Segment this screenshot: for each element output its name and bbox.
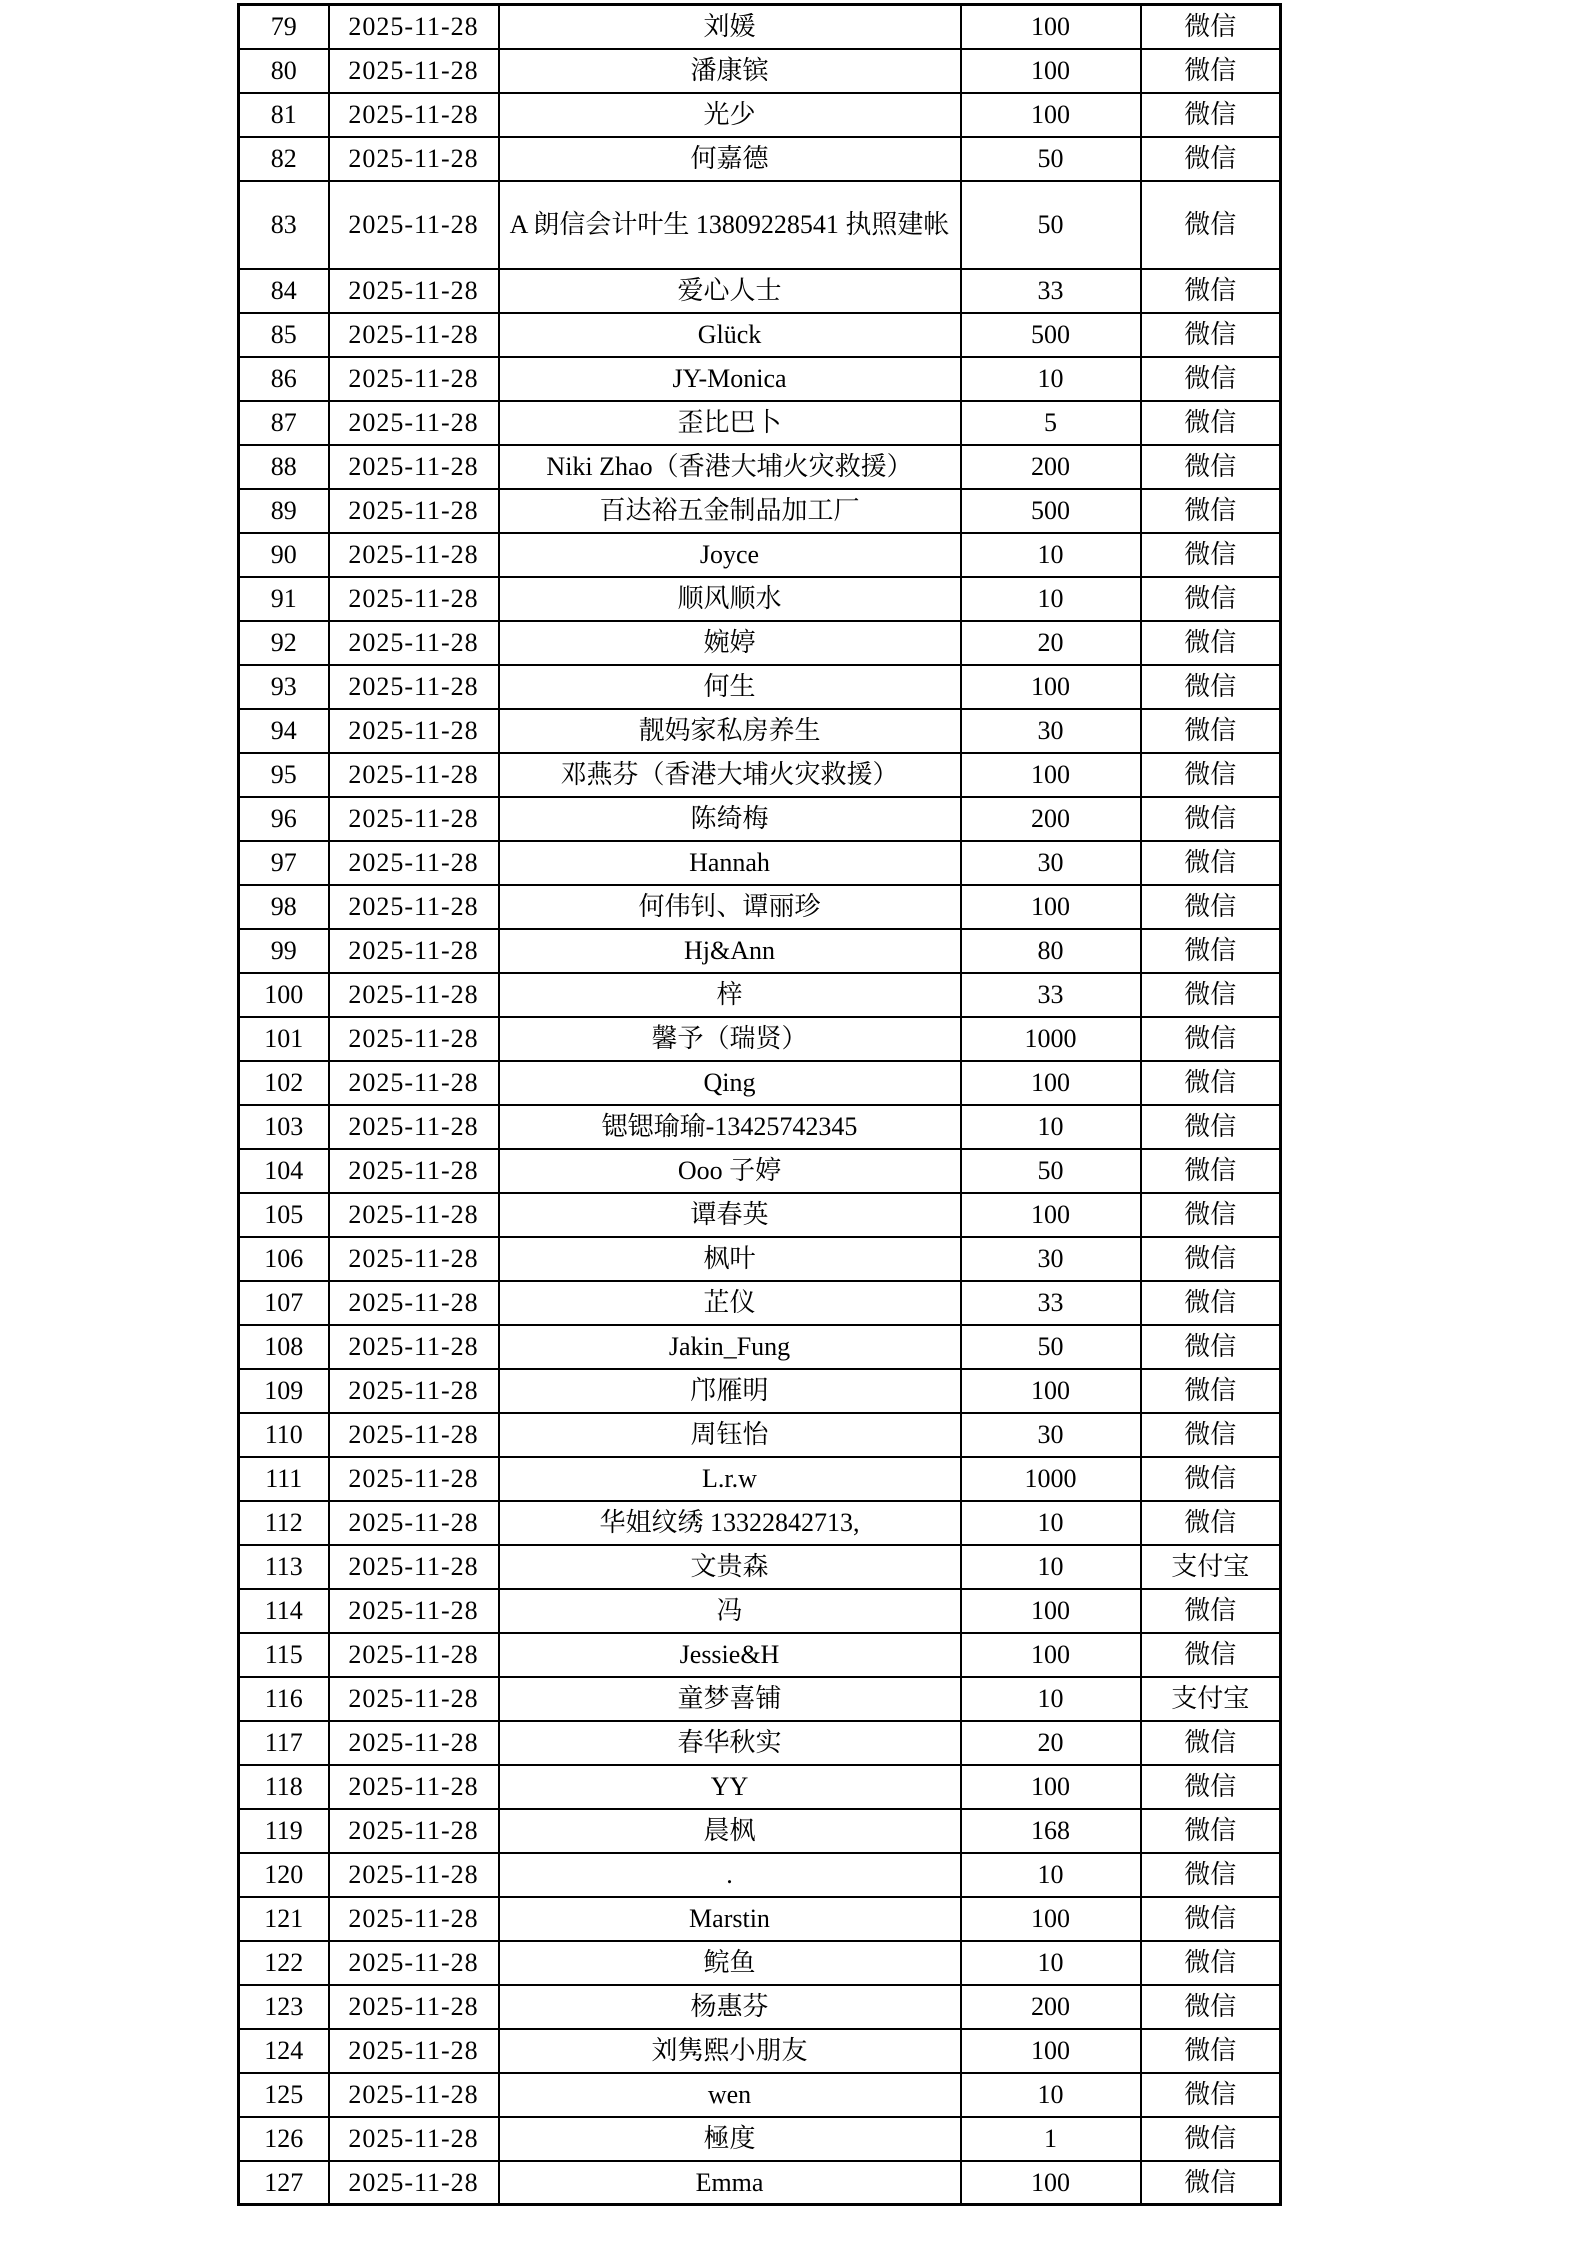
- cell-date: 2025-11-28: [329, 973, 499, 1017]
- cell-date: 2025-11-28: [329, 49, 499, 93]
- cell-donor-name: 枫叶: [499, 1237, 961, 1281]
- cell-payment-method: 微信: [1141, 137, 1281, 181]
- cell-date: 2025-11-28: [329, 577, 499, 621]
- cell-payment-method: 微信: [1141, 797, 1281, 841]
- cell-donor-name: 百达裕五金制品加工厂: [499, 489, 961, 533]
- cell-amount: 1: [961, 2117, 1141, 2161]
- cell-payment-method: 微信: [1141, 577, 1281, 621]
- cell-payment-method: 微信: [1141, 2073, 1281, 2117]
- cell-amount: 500: [961, 313, 1141, 357]
- cell-payment-method: 微信: [1141, 1809, 1281, 1853]
- cell-payment-method: 微信: [1141, 1589, 1281, 1633]
- cell-date: 2025-11-28: [329, 1721, 499, 1765]
- cell-date: 2025-11-28: [329, 2029, 499, 2073]
- cell-amount: 100: [961, 2161, 1141, 2205]
- cell-donor-name: 馨予（瑞贤）: [499, 1017, 961, 1061]
- table-row: [239, 489, 1281, 533]
- cell-amount: 100: [961, 1589, 1141, 1633]
- table-row: [239, 1941, 1281, 1985]
- cell-index: 123: [239, 1985, 329, 2029]
- cell-payment-method: 微信: [1141, 665, 1281, 709]
- cell-amount: 50: [961, 137, 1141, 181]
- cell-payment-method: 微信: [1141, 1413, 1281, 1457]
- cell-date: 2025-11-28: [329, 885, 499, 929]
- cell-index: 105: [239, 1193, 329, 1237]
- cell-amount: 100: [961, 885, 1141, 929]
- cell-date: 2025-11-28: [329, 1897, 499, 1941]
- cell-index: 119: [239, 1809, 329, 1853]
- cell-amount: 100: [961, 5, 1141, 49]
- cell-index: 84: [239, 269, 329, 313]
- cell-index: 102: [239, 1061, 329, 1105]
- cell-donor-name: 刘媛: [499, 5, 961, 49]
- table-row: [239, 181, 1281, 269]
- cell-index: 114: [239, 1589, 329, 1633]
- cell-amount: 33: [961, 973, 1141, 1017]
- cell-date: 2025-11-28: [329, 1061, 499, 1105]
- cell-amount: 1000: [961, 1457, 1141, 1501]
- table-row: [239, 621, 1281, 665]
- cell-donor-name: 童梦喜铺: [499, 1677, 961, 1721]
- cell-payment-method: 支付宝: [1141, 1545, 1281, 1589]
- cell-payment-method: 微信: [1141, 1061, 1281, 1105]
- cell-payment-method: 微信: [1141, 489, 1281, 533]
- table-row: [239, 49, 1281, 93]
- cell-date: 2025-11-28: [329, 269, 499, 313]
- cell-date: 2025-11-28: [329, 1369, 499, 1413]
- cell-amount: 20: [961, 1721, 1141, 1765]
- cell-payment-method: 微信: [1141, 1105, 1281, 1149]
- cell-index: 97: [239, 841, 329, 885]
- cell-amount: 33: [961, 269, 1141, 313]
- cell-index: 120: [239, 1853, 329, 1897]
- cell-donor-name: 晨枫: [499, 1809, 961, 1853]
- cell-payment-method: 微信: [1141, 401, 1281, 445]
- donation-table-body: [239, 5, 1281, 2205]
- cell-donor-name: Qing: [499, 1061, 961, 1105]
- cell-donor-name: 顺风顺水: [499, 577, 961, 621]
- donation-table-container: [237, 3, 1279, 2206]
- cell-donor-name: 何生: [499, 665, 961, 709]
- cell-index: 121: [239, 1897, 329, 1941]
- cell-index: 79: [239, 5, 329, 49]
- cell-donor-name: 邓燕芬（香港大埔火灾救援）: [499, 753, 961, 797]
- cell-amount: 10: [961, 1105, 1141, 1149]
- cell-payment-method: 微信: [1141, 2029, 1281, 2073]
- table-row: [239, 401, 1281, 445]
- cell-donor-name: Hannah: [499, 841, 961, 885]
- cell-donor-name: 华姐纹绣 13322842713,: [499, 1501, 961, 1545]
- cell-donor-name: 歪比巴卜: [499, 401, 961, 445]
- cell-donor-name: Joyce: [499, 533, 961, 577]
- cell-payment-method: 微信: [1141, 93, 1281, 137]
- cell-donor-name: 芷仪: [499, 1281, 961, 1325]
- cell-amount: 100: [961, 1897, 1141, 1941]
- cell-index: 108: [239, 1325, 329, 1369]
- cell-index: 111: [239, 1457, 329, 1501]
- cell-date: 2025-11-28: [329, 1853, 499, 1897]
- table-row: [239, 445, 1281, 489]
- cell-index: 107: [239, 1281, 329, 1325]
- cell-donor-name: 何嘉德: [499, 137, 961, 181]
- cell-payment-method: 微信: [1141, 49, 1281, 93]
- cell-index: 91: [239, 577, 329, 621]
- cell-date: 2025-11-28: [329, 1589, 499, 1633]
- cell-date: 2025-11-28: [329, 2073, 499, 2117]
- table-row: [239, 1545, 1281, 1589]
- cell-donor-name: 梓: [499, 973, 961, 1017]
- cell-donor-name: 極度: [499, 2117, 961, 2161]
- table-row: [239, 1985, 1281, 2029]
- cell-donor-name: JY-Monica: [499, 357, 961, 401]
- cell-amount: 30: [961, 1413, 1141, 1457]
- cell-amount: 200: [961, 797, 1141, 841]
- cell-payment-method: 微信: [1141, 973, 1281, 1017]
- cell-amount: 200: [961, 445, 1141, 489]
- cell-date: 2025-11-28: [329, 841, 499, 885]
- cell-date: 2025-11-28: [329, 533, 499, 577]
- cell-payment-method: 微信: [1141, 841, 1281, 885]
- cell-payment-method: 微信: [1141, 1501, 1281, 1545]
- cell-amount: 10: [961, 1677, 1141, 1721]
- table-row: [239, 93, 1281, 137]
- cell-index: 101: [239, 1017, 329, 1061]
- cell-amount: 10: [961, 357, 1141, 401]
- cell-index: 82: [239, 137, 329, 181]
- cell-index: 96: [239, 797, 329, 841]
- cell-date: 2025-11-28: [329, 1237, 499, 1281]
- cell-index: 85: [239, 313, 329, 357]
- cell-date: 2025-11-28: [329, 1985, 499, 2029]
- table-row: [239, 1325, 1281, 1369]
- cell-index: 98: [239, 885, 329, 929]
- cell-donor-name: 春华秋实: [499, 1721, 961, 1765]
- cell-index: 106: [239, 1237, 329, 1281]
- cell-donor-name: 锶锶瑜瑜-13425742345: [499, 1105, 961, 1149]
- cell-amount: 30: [961, 709, 1141, 753]
- cell-index: 87: [239, 401, 329, 445]
- cell-donor-name: wen: [499, 2073, 961, 2117]
- cell-amount: 10: [961, 1853, 1141, 1897]
- cell-date: 2025-11-28: [329, 401, 499, 445]
- cell-donor-name: 刘隽熙小朋友: [499, 2029, 961, 2073]
- cell-date: 2025-11-28: [329, 1677, 499, 1721]
- cell-payment-method: 微信: [1141, 1985, 1281, 2029]
- cell-date: 2025-11-28: [329, 1413, 499, 1457]
- cell-payment-method: 微信: [1141, 1721, 1281, 1765]
- cell-index: 126: [239, 2117, 329, 2161]
- cell-date: 2025-11-28: [329, 797, 499, 841]
- cell-payment-method: 微信: [1141, 1765, 1281, 1809]
- cell-index: 99: [239, 929, 329, 973]
- cell-date: 2025-11-28: [329, 1457, 499, 1501]
- cell-amount: 100: [961, 2029, 1141, 2073]
- table-row: [239, 1105, 1281, 1149]
- table-row: [239, 577, 1281, 621]
- cell-donor-name: 谭春英: [499, 1193, 961, 1237]
- cell-amount: 10: [961, 533, 1141, 577]
- cell-index: 89: [239, 489, 329, 533]
- cell-amount: 200: [961, 1985, 1141, 2029]
- cell-donor-name: Marstin: [499, 1897, 961, 1941]
- cell-date: 2025-11-28: [329, 753, 499, 797]
- table-row: [239, 1061, 1281, 1105]
- cell-donor-name: 冯: [499, 1589, 961, 1633]
- cell-index: 80: [239, 49, 329, 93]
- table-row: [239, 137, 1281, 181]
- cell-payment-method: 微信: [1141, 709, 1281, 753]
- cell-amount: 80: [961, 929, 1141, 973]
- cell-payment-method: 微信: [1141, 1457, 1281, 1501]
- cell-index: 93: [239, 665, 329, 709]
- cell-date: 2025-11-28: [329, 1325, 499, 1369]
- cell-index: 112: [239, 1501, 329, 1545]
- cell-donor-name: Hj&Ann: [499, 929, 961, 973]
- cell-donor-name: 文贵森: [499, 1545, 961, 1589]
- cell-amount: 100: [961, 1633, 1141, 1677]
- cell-amount: 30: [961, 1237, 1141, 1281]
- cell-payment-method: 微信: [1141, 1941, 1281, 1985]
- cell-date: 2025-11-28: [329, 1809, 499, 1853]
- cell-amount: 30: [961, 841, 1141, 885]
- cell-date: 2025-11-28: [329, 929, 499, 973]
- table-row: [239, 709, 1281, 753]
- table-row: [239, 1589, 1281, 1633]
- cell-payment-method: 微信: [1141, 1237, 1281, 1281]
- table-row: [239, 665, 1281, 709]
- cell-index: 118: [239, 1765, 329, 1809]
- cell-payment-method: 微信: [1141, 929, 1281, 973]
- cell-donor-name: Niki Zhao（香港大埔火灾救援）: [499, 445, 961, 489]
- table-row: [239, 1765, 1281, 1809]
- table-row: [239, 1677, 1281, 1721]
- table-row: [239, 2029, 1281, 2073]
- table-row: [239, 1809, 1281, 1853]
- cell-date: 2025-11-28: [329, 445, 499, 489]
- cell-donor-name: L.r.w: [499, 1457, 961, 1501]
- table-row: [239, 1193, 1281, 1237]
- cell-payment-method: 微信: [1141, 1897, 1281, 1941]
- cell-donor-name: 鲩鱼: [499, 1941, 961, 1985]
- cell-date: 2025-11-28: [329, 313, 499, 357]
- cell-index: 83: [239, 181, 329, 269]
- cell-date: 2025-11-28: [329, 357, 499, 401]
- cell-date: 2025-11-28: [329, 5, 499, 49]
- table-row: [239, 929, 1281, 973]
- cell-index: 90: [239, 533, 329, 577]
- table-row: [239, 313, 1281, 357]
- cell-date: 2025-11-28: [329, 1941, 499, 1985]
- cell-amount: 100: [961, 665, 1141, 709]
- cell-date: 2025-11-28: [329, 1545, 499, 1589]
- cell-index: 95: [239, 753, 329, 797]
- cell-amount: 50: [961, 1149, 1141, 1193]
- table-row: [239, 1633, 1281, 1677]
- cell-donor-name: 邝雁明: [499, 1369, 961, 1413]
- table-row: [239, 1457, 1281, 1501]
- table-row: [239, 1721, 1281, 1765]
- cell-donor-name: YY: [499, 1765, 961, 1809]
- table-row: [239, 1369, 1281, 1413]
- cell-donor-name: 潘康镔: [499, 49, 961, 93]
- cell-index: 81: [239, 93, 329, 137]
- cell-donor-name: .: [499, 1853, 961, 1897]
- cell-payment-method: 微信: [1141, 1325, 1281, 1369]
- cell-date: 2025-11-28: [329, 1149, 499, 1193]
- cell-index: 116: [239, 1677, 329, 1721]
- cell-date: 2025-11-28: [329, 1017, 499, 1061]
- cell-index: 100: [239, 973, 329, 1017]
- cell-date: 2025-11-28: [329, 1281, 499, 1325]
- cell-donor-name: Emma: [499, 2161, 961, 2205]
- cell-index: 104: [239, 1149, 329, 1193]
- table-row: [239, 1897, 1281, 1941]
- cell-donor-name: 杨惠芬: [499, 1985, 961, 2029]
- cell-amount: 10: [961, 1501, 1141, 1545]
- cell-payment-method: 微信: [1141, 1193, 1281, 1237]
- cell-index: 113: [239, 1545, 329, 1589]
- cell-payment-method: 微信: [1141, 1281, 1281, 1325]
- cell-amount: 5: [961, 401, 1141, 445]
- table-row: [239, 2161, 1281, 2205]
- cell-donor-name: Jessie&H: [499, 1633, 961, 1677]
- cell-amount: 168: [961, 1809, 1141, 1853]
- cell-payment-method: 微信: [1141, 313, 1281, 357]
- cell-index: 110: [239, 1413, 329, 1457]
- cell-index: 88: [239, 445, 329, 489]
- cell-amount: 33: [961, 1281, 1141, 1325]
- cell-date: 2025-11-28: [329, 1105, 499, 1149]
- table-row: [239, 2117, 1281, 2161]
- cell-amount: 100: [961, 753, 1141, 797]
- table-row: [239, 5, 1281, 49]
- cell-donor-name: Ooo 子婷: [499, 1149, 961, 1193]
- cell-index: 86: [239, 357, 329, 401]
- table-row: [239, 885, 1281, 929]
- cell-index: 94: [239, 709, 329, 753]
- table-row: [239, 841, 1281, 885]
- cell-payment-method: 微信: [1141, 269, 1281, 313]
- cell-index: 103: [239, 1105, 329, 1149]
- donation-table: [237, 3, 1282, 2206]
- cell-donor-name: 周钰怡: [499, 1413, 961, 1457]
- cell-index: 125: [239, 2073, 329, 2117]
- cell-date: 2025-11-28: [329, 181, 499, 269]
- cell-amount: 100: [961, 49, 1141, 93]
- cell-donor-name: 靓妈家私房养生: [499, 709, 961, 753]
- table-row: [239, 1853, 1281, 1897]
- table-row: [239, 1281, 1281, 1325]
- cell-amount: 100: [961, 93, 1141, 137]
- cell-amount: 20: [961, 621, 1141, 665]
- cell-amount: 500: [961, 489, 1141, 533]
- table-row: [239, 2073, 1281, 2117]
- cell-date: 2025-11-28: [329, 621, 499, 665]
- cell-amount: 50: [961, 181, 1141, 269]
- cell-donor-name: 陈绮梅: [499, 797, 961, 841]
- cell-index: 117: [239, 1721, 329, 1765]
- cell-donor-name: A 朗信会计叶生 13809228541 执照建帐: [499, 181, 961, 269]
- cell-date: 2025-11-28: [329, 93, 499, 137]
- cell-payment-method: 微信: [1141, 2161, 1281, 2205]
- table-row: [239, 797, 1281, 841]
- cell-payment-method: 微信: [1141, 753, 1281, 797]
- cell-date: 2025-11-28: [329, 1501, 499, 1545]
- cell-donor-name: 何伟钊、谭丽珍: [499, 885, 961, 929]
- cell-index: 127: [239, 2161, 329, 2205]
- cell-payment-method: 微信: [1141, 621, 1281, 665]
- cell-amount: 10: [961, 577, 1141, 621]
- cell-payment-method: 微信: [1141, 357, 1281, 401]
- table-row: [239, 1237, 1281, 1281]
- cell-index: 124: [239, 2029, 329, 2073]
- cell-donor-name: Glück: [499, 313, 961, 357]
- table-row: [239, 357, 1281, 401]
- cell-date: 2025-11-28: [329, 709, 499, 753]
- cell-payment-method: 微信: [1141, 1633, 1281, 1677]
- table-row: [239, 1413, 1281, 1457]
- cell-amount: 100: [961, 1061, 1141, 1105]
- table-row: [239, 533, 1281, 577]
- cell-amount: 10: [961, 1545, 1141, 1589]
- cell-index: 122: [239, 1941, 329, 1985]
- cell-donor-name: Jakin_Fung: [499, 1325, 961, 1369]
- cell-date: 2025-11-28: [329, 2117, 499, 2161]
- cell-donor-name: 光少: [499, 93, 961, 137]
- table-row: [239, 1017, 1281, 1061]
- cell-date: 2025-11-28: [329, 1193, 499, 1237]
- cell-payment-method: 微信: [1141, 885, 1281, 929]
- cell-donor-name: 婉婷: [499, 621, 961, 665]
- cell-amount: 100: [961, 1193, 1141, 1237]
- cell-date: 2025-11-28: [329, 1633, 499, 1677]
- cell-payment-method: 微信: [1141, 445, 1281, 489]
- cell-date: 2025-11-28: [329, 137, 499, 181]
- cell-payment-method: 微信: [1141, 5, 1281, 49]
- cell-date: 2025-11-28: [329, 665, 499, 709]
- cell-date: 2025-11-28: [329, 1765, 499, 1809]
- cell-amount: 10: [961, 2073, 1141, 2117]
- cell-payment-method: 微信: [1141, 1853, 1281, 1897]
- cell-payment-method: 微信: [1141, 181, 1281, 269]
- cell-payment-method: 微信: [1141, 1017, 1281, 1061]
- table-row: [239, 753, 1281, 797]
- cell-payment-method: 微信: [1141, 2117, 1281, 2161]
- table-row: [239, 1149, 1281, 1193]
- cell-amount: 100: [961, 1369, 1141, 1413]
- cell-amount: 10: [961, 1941, 1141, 1985]
- cell-index: 109: [239, 1369, 329, 1413]
- cell-amount: 50: [961, 1325, 1141, 1369]
- cell-payment-method: 微信: [1141, 1369, 1281, 1413]
- table-row: [239, 1501, 1281, 1545]
- cell-payment-method: 微信: [1141, 533, 1281, 577]
- cell-date: 2025-11-28: [329, 489, 499, 533]
- table-row: [239, 269, 1281, 313]
- table-row: [239, 973, 1281, 1017]
- cell-amount: 1000: [961, 1017, 1141, 1061]
- cell-donor-name: 爱心人士: [499, 269, 961, 313]
- cell-index: 92: [239, 621, 329, 665]
- cell-amount: 100: [961, 1765, 1141, 1809]
- cell-payment-method: 支付宝: [1141, 1677, 1281, 1721]
- cell-index: 115: [239, 1633, 329, 1677]
- cell-payment-method: 微信: [1141, 1149, 1281, 1193]
- cell-date: 2025-11-28: [329, 2161, 499, 2205]
